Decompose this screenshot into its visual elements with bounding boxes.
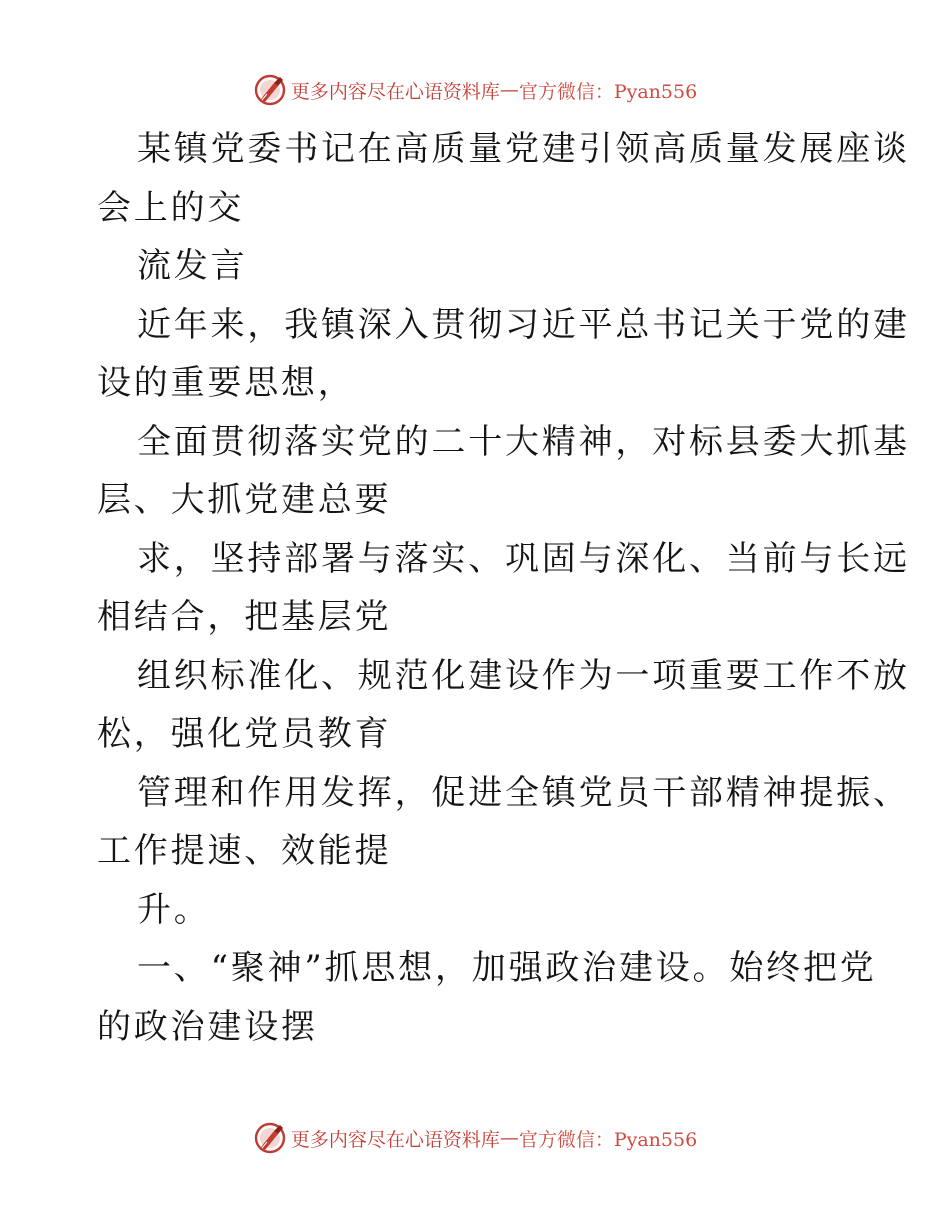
doc-line: 流发言 <box>137 246 248 286</box>
doc-line: 相结合，把基层党 <box>97 597 392 637</box>
doc-line: 管理和作用发挥，促进全镇党员干部精神提振、 <box>137 772 910 813</box>
banner-wechat: 官方微信：Pyan556 <box>518 80 698 103</box>
header-banner <box>0 70 950 110</box>
doc-line: 一、“聚神”抓思想，加强政治建设。始终把党 <box>137 948 877 988</box>
doc-line: 近年来，我镇深入贯彻习近平总书记关于党的建 <box>137 304 910 345</box>
banner-text: 更多内容尽在心语资料库 <box>290 80 500 103</box>
doc-line: 会上的交 <box>97 187 245 228</box>
pen-nib-logo-icon <box>253 1121 287 1155</box>
banner-separator: — <box>499 79 519 101</box>
doc-line: 层、大抓党建总要 <box>97 480 392 520</box>
doc-line: 松，强化党员教育 <box>97 714 392 754</box>
footer-banner <box>0 1118 950 1158</box>
banner-text: 更多内容尽在心语资料库 <box>290 1128 500 1151</box>
doc-line: 工作提速、效能提 <box>97 831 392 871</box>
pen-nib-logo-icon <box>253 73 287 107</box>
doc-line: 的政治建设摆 <box>97 1006 318 1047</box>
doc-line: 某镇党委书记在高质量党建引领高质量发展座谈 <box>137 129 910 169</box>
doc-line: 升。 <box>137 889 211 930</box>
doc-line: 求，坚持部署与落实、巩固与深化、当前与长远 <box>137 538 910 579</box>
doc-line: 设的重要思想， <box>97 363 355 403</box>
doc-line: 组织标准化、规范化建设作为一项重要工作不放 <box>137 655 910 696</box>
document-body <box>97 120 910 1056</box>
banner-separator: — <box>499 1127 519 1149</box>
doc-line: 全面贯彻落实党的二十大精神，对标县委大抓基 <box>137 421 910 462</box>
banner-wechat: 官方微信：Pyan556 <box>518 1128 698 1151</box>
